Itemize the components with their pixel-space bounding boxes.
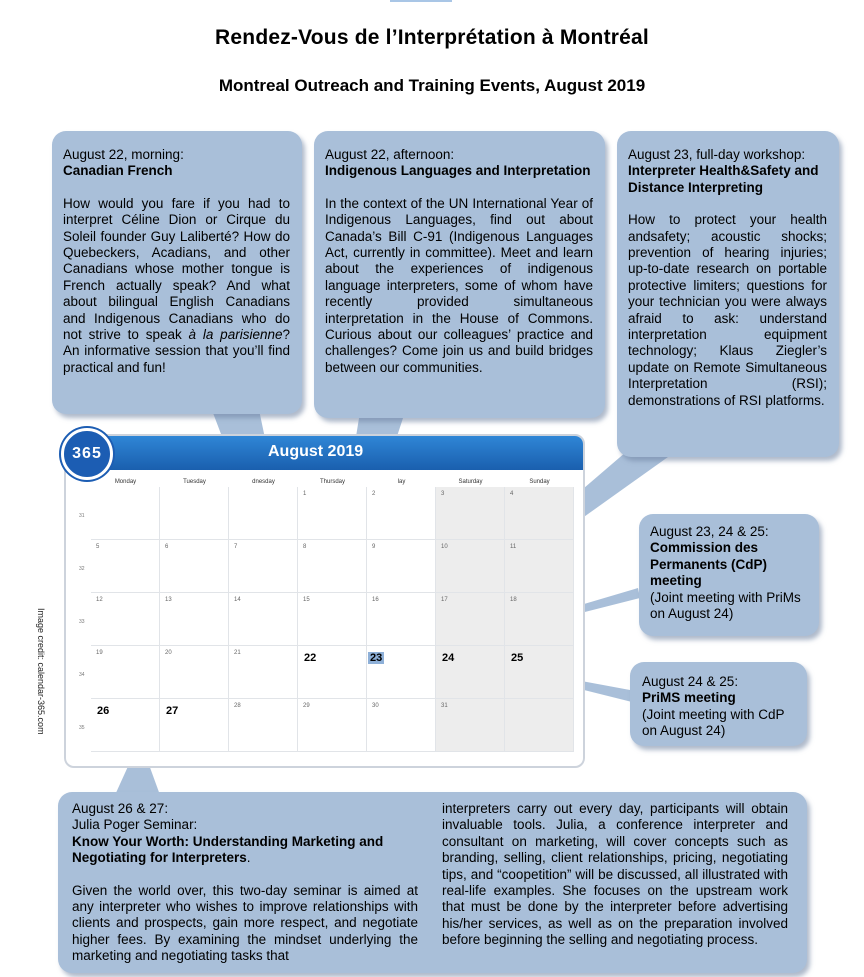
day-number: 12 — [96, 597, 103, 603]
calendar-day-cell — [229, 593, 298, 646]
event-body — [63, 196, 290, 376]
calendar-day-cell — [367, 487, 436, 540]
day-number: 19 — [96, 650, 103, 656]
calendar-day-cell — [229, 540, 298, 593]
calendar-day-cell — [91, 593, 160, 646]
event-date: August 26 & 27: — [72, 801, 169, 816]
calendar-day-cell — [298, 487, 367, 540]
day-number: 20 — [165, 650, 172, 656]
day-number: 2 — [372, 491, 376, 497]
week-number-text: 32 — [79, 566, 85, 572]
calendar-day-cell — [436, 646, 505, 699]
calendar-day-cell — [91, 699, 160, 752]
page-subtitle: Montreal Outreach and Training Events, August 2019 — [218, 76, 646, 95]
event-bubble-prims-meeting — [630, 662, 807, 746]
calendar-day-cell — [160, 646, 229, 699]
page-title: Rendez-Vous de l’Interprétation à Montréal — [215, 26, 649, 49]
event-title: Canadian French — [63, 163, 173, 179]
weekday-label: lay — [397, 479, 406, 485]
event-body-right: interpreters carry out every day, participants will obtain invaluable tools. Julia, a conference interpreter and consultant on marketing, will cover concepts such as branding, selling, client relationships, pricing, negotiating tips, and “coopetition” will be discussed, all illustrated with real-life examples. She focuses on the upstream work that must be done by the interpreter before advertising his/her services, as well as on the preparation involved before beginning the selling and negotiating process. — [442, 801, 788, 948]
event-date: August 24 & 25: — [642, 674, 739, 689]
event-body-left: Given the world over, this two-day seminar is aimed at any interpreter who wishes to improve relationships with clients and prospects, gain more respect, and negotiate higher fees. By examining the mindset underlying the marketing and negotiating tasks that — [72, 882, 418, 964]
event-title: Interpreter Health&Safety and Distance Interpreting — [628, 163, 819, 195]
calendar-day-cell — [505, 646, 574, 699]
day-number: 25 — [511, 652, 524, 664]
calendar-day-cell — [160, 540, 229, 593]
event-subtitle-text: Know Your Worth: Understanding Marketing and Negotiating for Interpreters — [72, 833, 384, 866]
week-number-text: 33 — [79, 619, 85, 625]
calendar-day-cell — [298, 540, 367, 593]
day-number: 3 — [441, 491, 445, 497]
week-number-text: 34 — [79, 672, 85, 678]
weekday-label: dnesday — [252, 479, 275, 485]
weekday-label: Tuesday — [183, 479, 206, 485]
day-number: 6 — [165, 544, 169, 550]
calendar-day-cell — [505, 699, 574, 752]
calendar-day-cell — [298, 593, 367, 646]
calendar-day-cell — [505, 540, 574, 593]
day-number: 23 — [370, 652, 383, 664]
event-date: August 22, afternoon: — [325, 147, 455, 162]
weekday-header — [91, 479, 574, 485]
day-number: 28 — [234, 703, 241, 709]
day-number: 27 — [166, 705, 179, 717]
day-number: 11 — [510, 544, 517, 550]
event-date: August 23, full-day workshop: — [628, 147, 806, 162]
calendar-day-cell — [367, 699, 436, 752]
event-subtitle-period: . — [246, 850, 251, 866]
weekday-label: Thursday — [319, 479, 345, 485]
calendar-day-cell — [436, 593, 505, 646]
calendar-day-cell — [298, 646, 367, 699]
day-number: 26 — [97, 705, 110, 717]
weekday-label: Monday — [114, 479, 137, 485]
calendar-day-cell — [436, 699, 505, 752]
calendar-day-cell — [367, 540, 436, 593]
calendar-grid — [91, 487, 574, 752]
day-number: 18 — [510, 597, 517, 603]
calendar-365-logo: 365 — [61, 428, 113, 480]
day-number: 30 — [372, 703, 379, 709]
event-body: (Joint meeting with PriMs on August 24) — [650, 589, 801, 622]
calendar-day-cell — [436, 540, 505, 593]
event-bubble-canadian-french — [52, 131, 302, 414]
day-number: 8 — [303, 544, 307, 550]
event-title: PriMS meeting — [642, 690, 736, 706]
event-bubble-cdp-meeting — [639, 514, 819, 636]
day-number: 9 — [372, 544, 376, 550]
calendar-title: August 2019 — [268, 443, 364, 460]
week-number-text: 31 — [79, 513, 85, 519]
event-bubble-indigenous-languages — [314, 131, 605, 418]
event-body-text: How would you fare if you had to interpret Céline Dion or Cirque du Soleil founder Guy Laliberté? How do Quebeckers, Acadians, and other Canadians whose mother tongue is French actually speak? And what about bilingual English Canadians and Indigenous Canadians who do not strive to speak — [63, 195, 290, 343]
event-bubble-health-safety — [617, 131, 839, 457]
event-title: Julia Poger Seminar: — [72, 817, 198, 833]
day-number: 24 — [442, 652, 455, 664]
event-box-julia-poger-seminar — [58, 792, 807, 973]
day-number: 22 — [304, 652, 317, 664]
day-number: 16 — [372, 597, 379, 603]
event-body-text-end: ? An informative session that you’ll find practical and fun! — [63, 327, 290, 375]
seminar-left-column — [72, 801, 418, 965]
event-title: Indigenous Languages and Interpretation — [325, 163, 591, 179]
day-number: 14 — [234, 597, 241, 603]
event-date: August 23, 24 & 25: — [650, 524, 769, 539]
day-number: 31 — [441, 703, 448, 709]
event-subtitle — [72, 834, 418, 867]
calendar-image — [64, 434, 585, 768]
calendar-day-cell — [91, 540, 160, 593]
calendar-day-cell — [229, 699, 298, 752]
calendar-day-cell — [160, 487, 229, 540]
calendar-day-cell — [298, 699, 367, 752]
day-number: 17 — [441, 597, 448, 603]
day-number: 1 — [303, 491, 307, 497]
day-number: 29 — [303, 703, 310, 709]
calendar-day-cell — [229, 646, 298, 699]
day-number: 7 — [234, 544, 238, 550]
calendar-day-cell — [91, 487, 160, 540]
calendar-header — [68, 436, 583, 470]
event-body: In the context of the UN International Year of Indigenous Languages, find out about Canada’s Bill C-91 (Indigenous Languages Act, currently in committee). Meet and learn about the experiences of indigenous language interpreters, some of whom have recently provided simultaneous interpretation in the House of Commons. Curious about our colleagues’ practice and challenges? Come join us and build bridges between our communities. — [325, 195, 593, 375]
weekday-label: Saturday — [458, 479, 483, 485]
day-number: 21 — [234, 650, 241, 656]
calendar-day-cell — [160, 593, 229, 646]
day-number: 10 — [441, 544, 448, 550]
event-date: August 22, morning: — [63, 147, 184, 162]
event-title: Commission des Permanents (CdP) meeting — [650, 540, 768, 589]
weekday-label: Sunday — [529, 479, 550, 485]
event-body-italic: à la parisienne — [188, 327, 283, 343]
calendar-day-cell — [367, 593, 436, 646]
event-body: How to protect your health andsafety; acoustic shocks; prevention of hearing injuries; up-to-date research on portable protective limiters; questions for your technician you were always afraid to ask: understand interpretation equipment technology; Klaus Ziegler’s update on Remote Simultaneous Interpretation (RSI); demonstrations of RSI platforms. — [628, 212, 827, 408]
calendar-day-cell — [505, 487, 574, 540]
event-body: (Joint meeting with CdP on August 24) — [642, 706, 785, 739]
calendar-day-cell — [436, 487, 505, 540]
calendar-day-cell — [91, 646, 160, 699]
calendar-day-cell — [229, 487, 298, 540]
calendar-day-cell — [367, 646, 436, 699]
calendar-day-cell — [160, 699, 229, 752]
week-number-text: 35 — [79, 725, 85, 731]
seminar-right-column — [442, 801, 788, 949]
day-number: 4 — [510, 491, 514, 497]
day-number: 5 — [96, 544, 100, 550]
calendar-day-cell — [505, 593, 574, 646]
day-number: 13 — [165, 597, 172, 603]
image-credit: Image credit: calendar-365.com — [36, 608, 46, 735]
day-number: 15 — [303, 597, 310, 603]
